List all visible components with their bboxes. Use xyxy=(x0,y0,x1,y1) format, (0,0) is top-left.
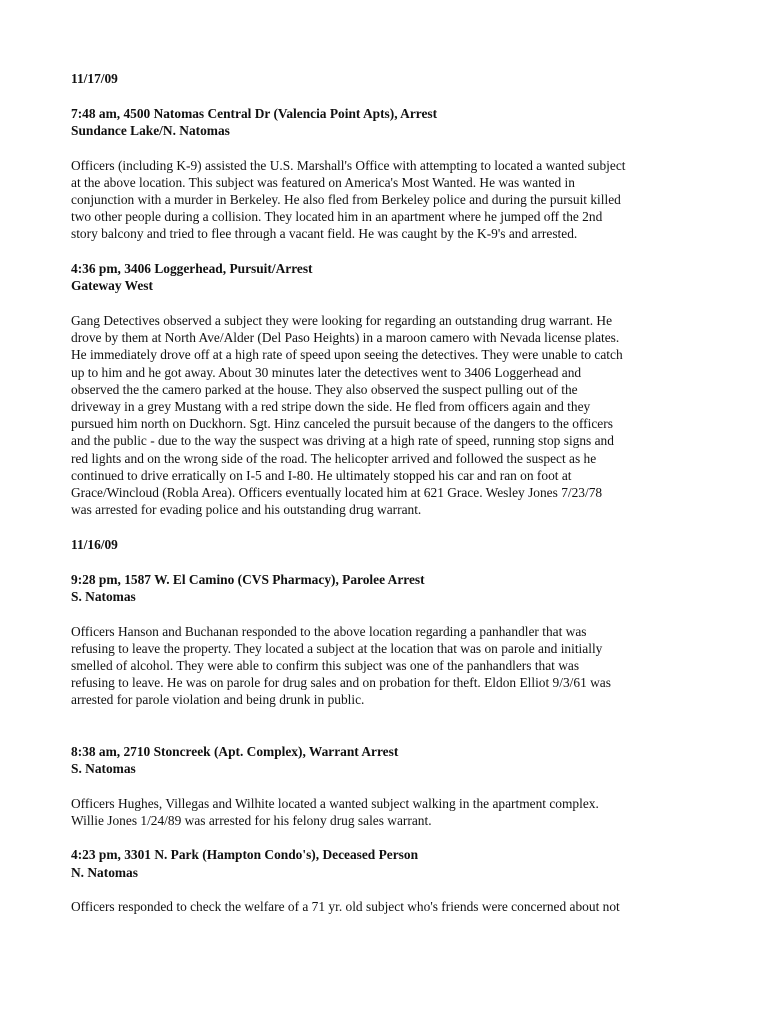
entry-body xyxy=(71,312,711,518)
entry-title: 4:23 pm, 3301 N. Park (Hampton Condo's), Deceased Person xyxy=(71,847,419,863)
body-line: refusing to leave. He was on parole for drug sales and on probation for theft. Eldon Elliot 9/3/61 was xyxy=(71,675,611,691)
body-line: continued to drive erratically on I-5 and I-80. He ultimately stopped his car and ran on foot at xyxy=(71,467,572,483)
entry-body xyxy=(71,898,711,915)
entry-area: S. Natomas xyxy=(71,760,136,776)
body-line: Officers (including K-9) assisted the U.S. Marshall's Office with attempting to located a wanted subject xyxy=(71,157,626,173)
body-line: at the above location. This subject was featured on America's Most Wanted. He was wanted in xyxy=(71,174,575,190)
report-entry xyxy=(71,743,711,829)
body-line: story balcony and tried to flee through a vacant field. He was caught by the K-9's and arrested. xyxy=(71,226,578,242)
date-heading: 11/17/09 xyxy=(71,71,118,86)
date-heading: 11/16/09 xyxy=(71,536,118,552)
body-line: drove by them at North Ave/Alder (Del Paso Heights) in a maroon camero with Nevada license plates. xyxy=(71,330,620,346)
entry-body xyxy=(71,623,711,709)
body-line: smelled of alcohol. They were able to confirm this subject was one of the panhandlers that was xyxy=(71,657,580,673)
entry-title: 7:48 am, 4500 Natomas Central Dr (Valencia Point Apts), Arrest xyxy=(71,105,438,121)
report-entry xyxy=(71,571,711,709)
body-line: up to him and he got away. About 30 minutes later the detectives went to 3406 Loggerhead and xyxy=(71,364,582,380)
report-entry xyxy=(71,260,711,518)
entry-area: Sundance Lake/N. Natomas xyxy=(71,122,230,138)
body-line: Officers Hanson and Buchanan responded to the above location regarding a panhandler that was xyxy=(71,623,587,639)
document-page xyxy=(71,70,711,916)
report-entry xyxy=(71,105,711,243)
body-line: Willie Jones 1/24/89 was arrested for his felony drug sales warrant. xyxy=(71,812,432,828)
entry-area: Gateway West xyxy=(71,278,153,294)
entry-area: S. Natomas xyxy=(71,588,136,604)
entry-title: 4:36 pm, 3406 Loggerhead, Pursuit/Arrest xyxy=(71,261,313,277)
body-line: refusing to leave the property. They located a subject at the location that was on parole and initially xyxy=(71,640,603,656)
body-line: and the public - due to the way the suspect was driving at a high rate of speed, running stop signs and xyxy=(71,433,614,449)
report-entry xyxy=(71,846,711,915)
entry-title: 8:38 am, 2710 Stoncreek (Apt. Complex), Warrant Arrest xyxy=(71,743,399,759)
entry-area: N. Natomas xyxy=(71,864,138,880)
body-line: was arrested for evading police and his outstanding drug warrant. xyxy=(71,502,422,518)
body-line: Officers Hughes, Villegas and Wilhite located a wanted subject walking in the apartment complex. xyxy=(71,795,599,811)
body-line: driveway in a grey Mustang with a red stripe down the side. He fled from officers again and they xyxy=(71,399,591,415)
body-line: Officers responded to check the welfare of a 71 yr. old subject who's friends were concerned about not xyxy=(71,899,620,915)
body-line: pursued him north on Duckhorn. Sgt. Hinz canceled the pursuit because of the dangers to the officers xyxy=(71,416,613,432)
entry-body xyxy=(71,795,711,829)
body-line: two other people during a collision. They located him in an apartment where he jumped off the 2nd xyxy=(71,209,603,225)
body-line: He immediately drove off at a high rate of speed upon seeing the detectives. They were unable to catch xyxy=(71,347,623,363)
body-line: observed the the camero parked at the house. They also observed the suspect pulling out of the xyxy=(71,381,578,397)
body-line: conjunction with a murder in Berkeley. He also fled from Berkeley police and during the pursuit killed xyxy=(71,192,621,208)
body-line: Grace/Wincloud (Robla Area). Officers eventually located him at 621 Grace. Wesley Jones 7/23/78 xyxy=(71,485,603,501)
entry-title: 9:28 pm, 1587 W. El Camino (CVS Pharmacy), Parolee Arrest xyxy=(71,571,425,587)
body-line: Gang Detectives observed a subject they were looking for regarding an outstanding drug warrant. He xyxy=(71,313,613,329)
entry-body xyxy=(71,157,711,243)
body-line: red lights and on the wrong side of the road. The helicopter arrived and followed the suspect as he xyxy=(71,450,597,466)
body-line: arrested for parole violation and being drunk in public. xyxy=(71,692,365,708)
